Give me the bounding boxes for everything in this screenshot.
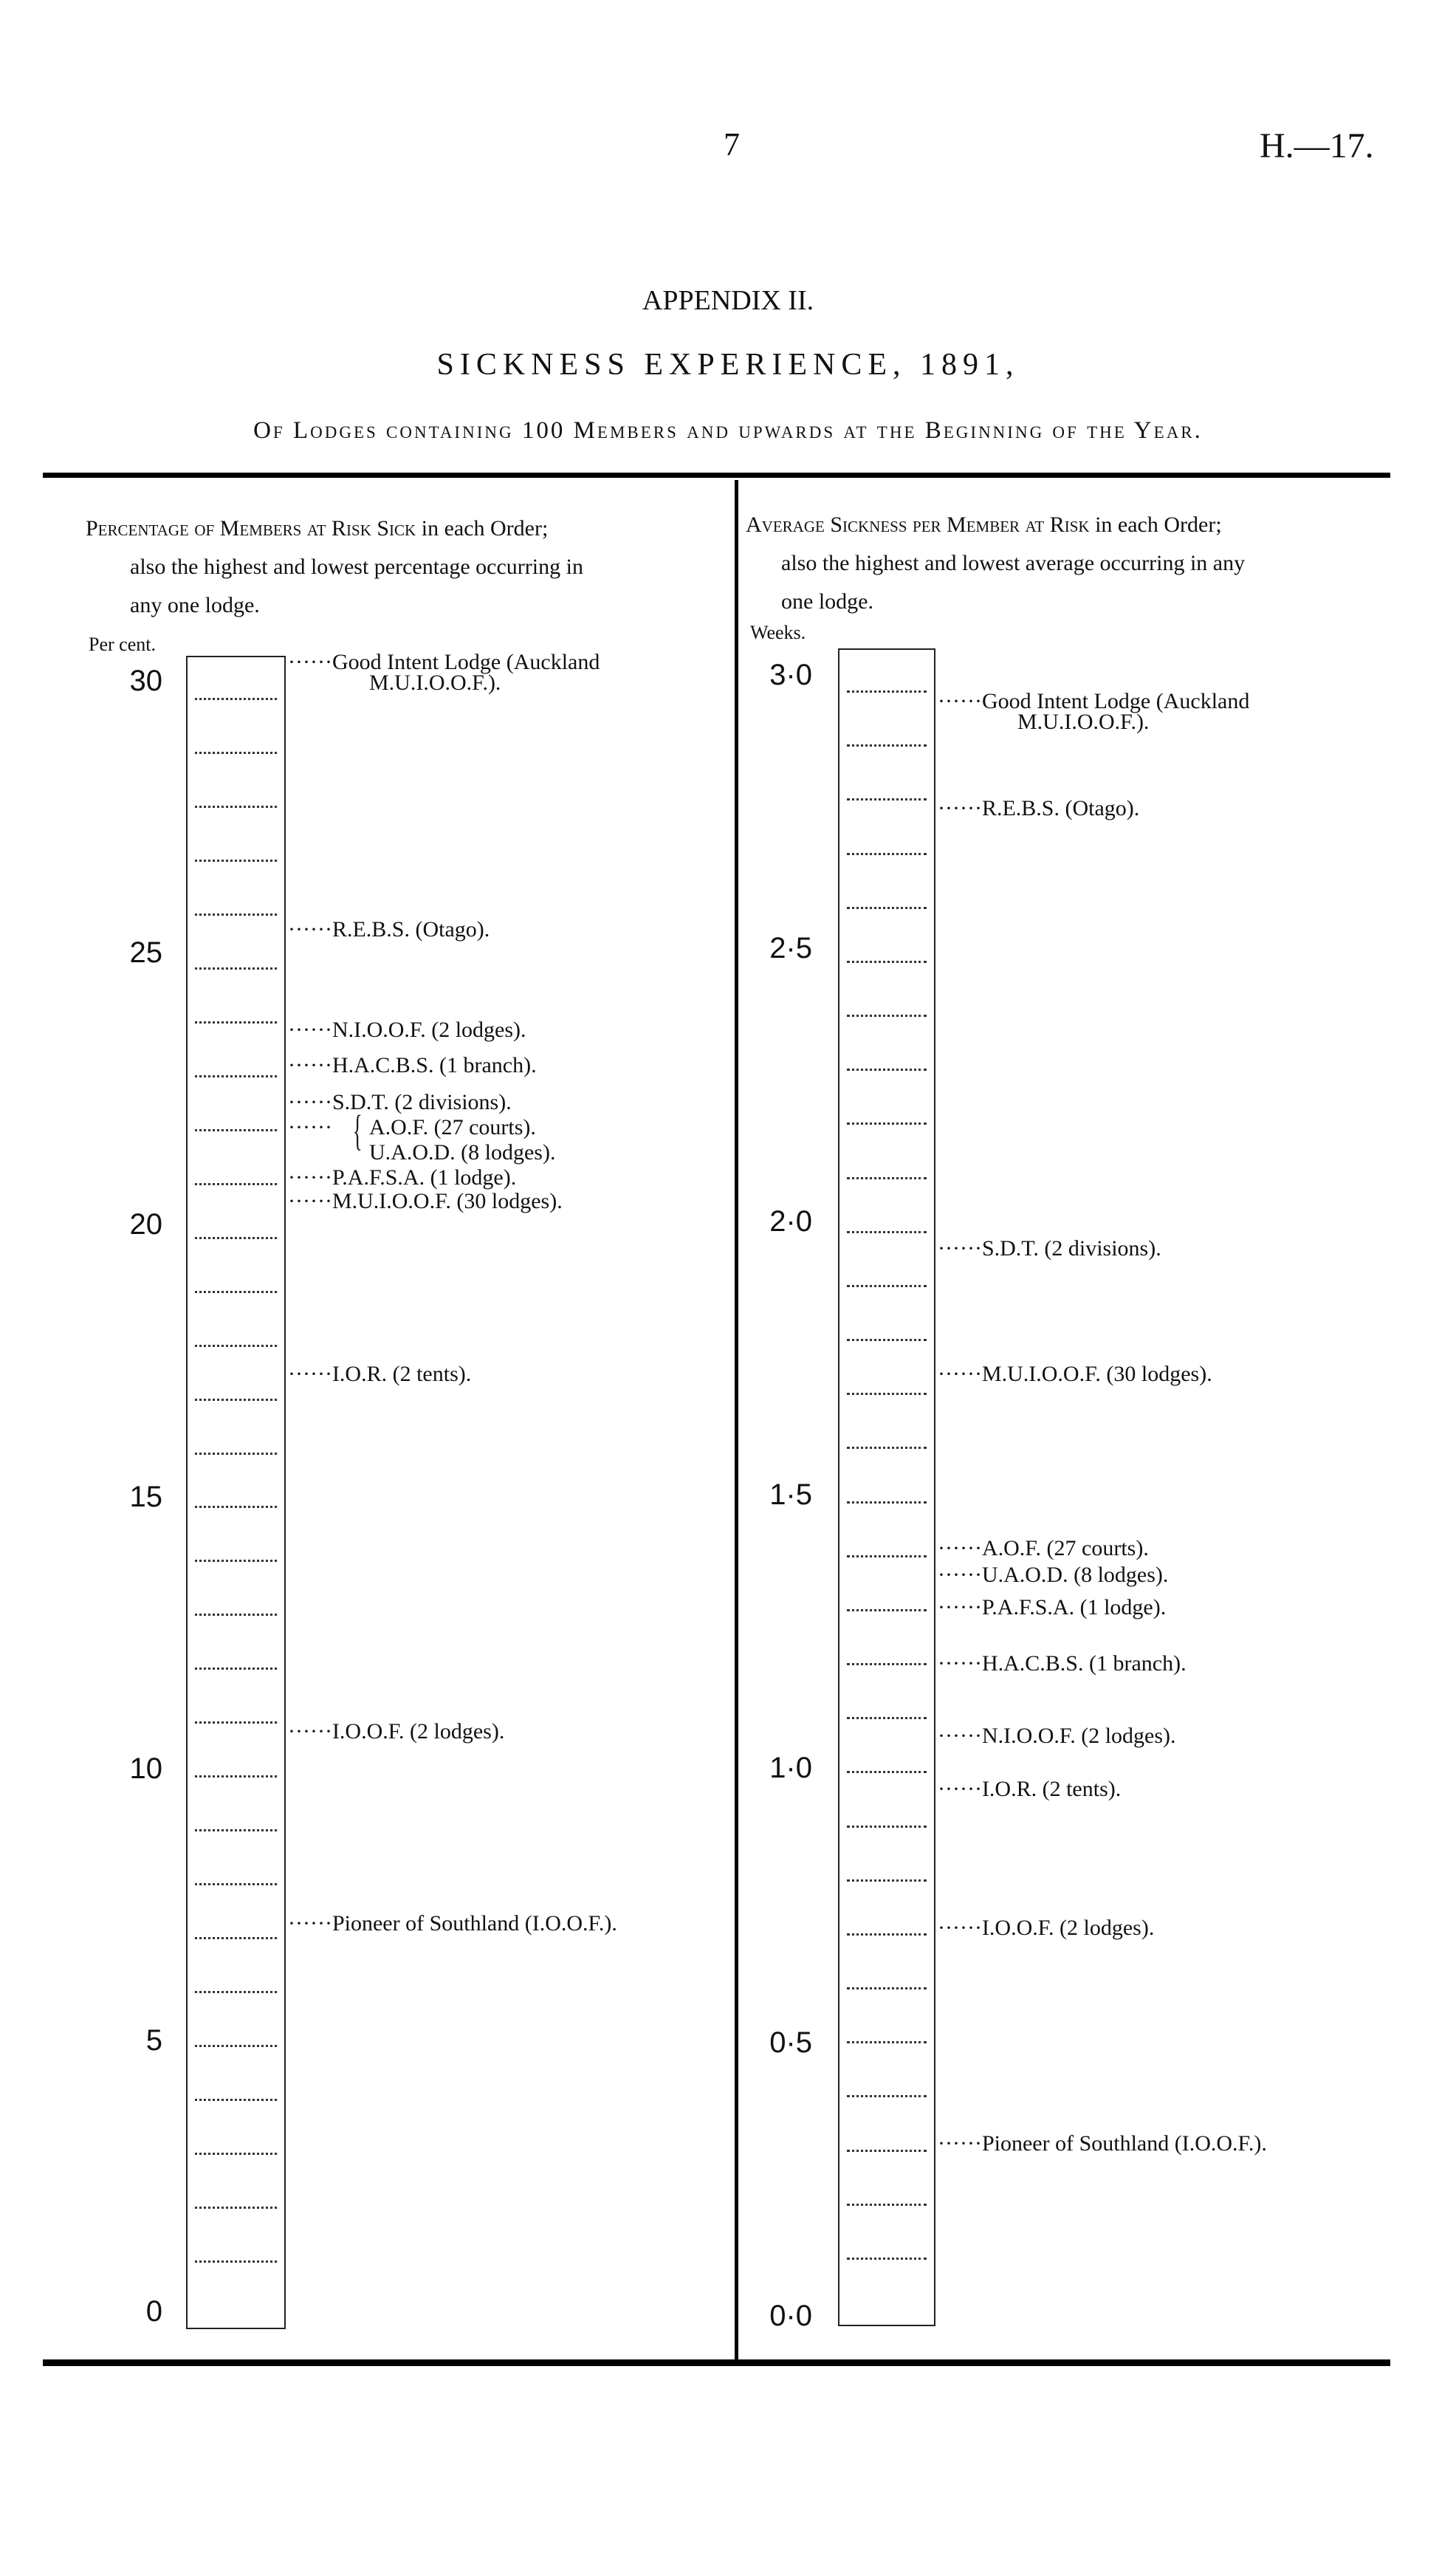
left-tick-30: 30 — [129, 665, 162, 697]
subtitle: Of Lodges containing 100 Members and upwards at the Beginning of the Year. — [253, 417, 1203, 444]
right-label-rebs: ······R.E.B.S. (Otago). — [938, 796, 1140, 820]
left-scale-division-8 — [195, 1075, 277, 1077]
left-scale-division-14 — [195, 1399, 277, 1401]
left-heading — [86, 510, 721, 625]
right-label-hacbs: ······H.A.C.B.S. (1 branch). — [938, 1651, 1187, 1676]
right-tick-0-0: 0·0 — [769, 2300, 812, 2332]
document-reference: H.—17. — [1260, 126, 1374, 165]
left-scale-division-16 — [195, 1506, 277, 1508]
left-scale-division-6 — [195, 967, 277, 970]
left-tick-10: 10 — [129, 1752, 162, 1785]
right-label-muioof: ······M.U.I.O.O.F. (30 lodges). — [938, 1362, 1212, 1386]
left-scale-division-25 — [195, 1991, 277, 1993]
right-label-good-intent: ······Good Intent Lodge (Auckland — [938, 689, 1250, 713]
left-tick-20: 20 — [129, 1208, 162, 1241]
left-scale-division-28 — [195, 2153, 277, 2155]
right-scale-division-19 — [847, 1663, 927, 1665]
left-scale-division-11 — [195, 1237, 277, 1239]
left-scale-division-21 — [195, 1775, 277, 1778]
appendix-title: APPENDIX II. — [642, 285, 814, 316]
left-scale-division-29 — [195, 2207, 277, 2209]
right-scale-division-24 — [847, 1933, 927, 1936]
right-scale-division-18 — [847, 1609, 927, 1611]
right-scale-division-10 — [847, 1177, 927, 1179]
right-scale-division-12 — [847, 1285, 927, 1287]
left-label-good-intent-line2: M.U.I.O.O.F.). — [369, 671, 501, 695]
left-scale-division-18 — [195, 1614, 277, 1616]
left-label-rebs: ······R.E.B.S. (Otago). — [288, 917, 490, 942]
left-label-hacbs: ······H.A.C.B.S. (1 branch). — [288, 1053, 537, 1077]
left-tick-0: 0 — [145, 2295, 162, 2328]
right-scale-division-11 — [847, 1231, 927, 1233]
left-label-nioof: ······N.I.O.O.F. (2 lodges). — [288, 1018, 526, 1042]
right-heading-rest: in each Order; — [1089, 513, 1222, 537]
left-unit-label: Per cent. — [89, 634, 156, 655]
right-scale-division-21 — [847, 1771, 927, 1773]
main-title: SICKNESS EXPERIENCE, 1891, — [436, 348, 1020, 382]
left-label-ior: ······I.O.R. (2 tents). — [288, 1362, 472, 1386]
right-label-good-intent-line2: M.U.I.O.O.F.). — [1017, 710, 1150, 734]
left-scale-division-1 — [195, 698, 277, 700]
left-scale-division-30 — [195, 2260, 277, 2263]
right-scale-division-23 — [847, 1879, 927, 1882]
right-heading-line2: also the highest and lowest average occurring in any — [781, 551, 1246, 575]
right-tick-1-5: 1·5 — [769, 1478, 812, 1511]
right-heading — [746, 506, 1395, 621]
right-heading-line3: one lodge. — [781, 589, 873, 614]
left-scale-division-7 — [195, 1021, 277, 1024]
right-tick-3-0: 3·0 — [769, 659, 812, 691]
left-scale-division-23 — [195, 1883, 277, 1885]
left-tick-15: 15 — [129, 1481, 162, 1513]
right-scale-division-17 — [847, 1555, 927, 1557]
left-label-pioneer: ······Pioneer of Southland (I.O.O.F.). — [288, 1911, 617, 1936]
left-label-good-intent: ······Good Intent Lodge (Auckland — [288, 650, 600, 674]
left-scale-division-4 — [195, 860, 277, 862]
right-scale-division-9 — [847, 1122, 927, 1125]
right-scale-division-14 — [847, 1393, 927, 1395]
right-label-pioneer: ······Pioneer of Southland (I.O.O.F.). — [938, 2131, 1267, 2156]
right-label-uaod: ······U.A.O.D. (8 lodges). — [938, 1563, 1169, 1587]
right-scale-division-26 — [847, 2041, 927, 2043]
right-scale-division-28 — [847, 2150, 927, 2152]
right-scale-division-27 — [847, 2095, 927, 2097]
right-scale-division-15 — [847, 1447, 927, 1449]
right-unit-label: Weeks. — [750, 622, 806, 643]
top-rule — [43, 473, 1390, 478]
right-scale-division-2 — [847, 744, 927, 747]
right-label-nioof: ······N.I.O.O.F. (2 lodges). — [938, 1724, 1176, 1748]
left-scale-division-20 — [195, 1721, 277, 1724]
left-scale-division-13 — [195, 1345, 277, 1347]
center-divider — [735, 480, 738, 2359]
left-scale-division-24 — [195, 1937, 277, 1939]
right-scale-division-25 — [847, 1987, 927, 1989]
left-heading-line3: any one lodge. — [130, 593, 260, 617]
right-scale-division-16 — [847, 1501, 927, 1504]
page-number: 7 — [724, 126, 740, 162]
right-label-sdt: ······S.D.T. (2 divisions). — [938, 1236, 1161, 1261]
left-scale-division-9 — [195, 1129, 277, 1131]
left-scale-division-5 — [195, 913, 277, 916]
left-scale-division-3 — [195, 806, 277, 808]
left-label-sdt: ······S.D.T. (2 divisions). — [288, 1090, 512, 1114]
left-scale-division-19 — [195, 1667, 277, 1670]
right-heading-smallcaps: Average Sickness per Member at Risk — [746, 513, 1090, 537]
brace-icon: { — [353, 1106, 363, 1154]
right-tick-1-0: 1·0 — [769, 1752, 812, 1784]
right-scale-division-3 — [847, 798, 927, 801]
left-scale-division-12 — [195, 1291, 277, 1293]
left-label-aof: A.O.F. (27 courts). — [369, 1115, 536, 1139]
left-scale-division-10 — [195, 1183, 277, 1185]
left-scale-division-2 — [195, 752, 277, 754]
left-heading-line2: also the highest and lowest percentage occurring in — [130, 555, 583, 579]
right-tick-2-5: 2·5 — [769, 932, 812, 964]
right-label-ior: ······I.O.R. (2 tents). — [938, 1777, 1122, 1801]
right-scale-division-5 — [847, 907, 927, 909]
right-tick-2-0: 2·0 — [769, 1205, 812, 1238]
left-label-muioof: ······M.U.I.O.O.F. (30 lodges). — [288, 1189, 563, 1213]
right-scale-division-8 — [847, 1069, 927, 1071]
left-label-uaod: U.A.O.D. (8 lodges). — [369, 1140, 556, 1165]
left-tick-5: 5 — [145, 2024, 162, 2057]
left-heading-rest: in each Order; — [416, 516, 549, 541]
left-heading-smallcaps: Percentage of Members at Risk Sick — [86, 516, 416, 541]
left-label-pafsa: ······P.A.F.S.A. (1 lodge). — [288, 1165, 517, 1190]
left-scale-division-15 — [195, 1453, 277, 1455]
left-tick-25: 25 — [129, 936, 162, 969]
right-tick-0-5: 0·5 — [769, 2026, 812, 2059]
right-scale-division-30 — [847, 2258, 927, 2260]
right-scale-division-20 — [847, 1717, 927, 1719]
right-scale-division-6 — [847, 961, 927, 963]
right-scale-division-1 — [847, 690, 927, 693]
left-scale-division-27 — [195, 2099, 277, 2101]
right-label-aof: ······A.O.F. (27 courts). — [938, 1536, 1149, 1560]
right-label-pafsa: ······P.A.F.S.A. (1 lodge). — [938, 1595, 1167, 1619]
right-scale-division-13 — [847, 1339, 927, 1341]
right-scale-column — [838, 648, 935, 2326]
left-scale-division-22 — [195, 1829, 277, 1831]
left-scale-column — [186, 656, 286, 2329]
right-scale-division-4 — [847, 853, 927, 855]
bottom-rule — [43, 2359, 1390, 2366]
right-scale-division-22 — [847, 1826, 927, 1828]
left-scale-division-17 — [195, 1560, 277, 1562]
right-label-ioof: ······I.O.O.F. (2 lodges). — [938, 1916, 1155, 1940]
left-label-ioof: ······I.O.O.F. (2 lodges). — [288, 1719, 505, 1744]
left-scale-division-26 — [195, 2045, 277, 2047]
right-scale-division-7 — [847, 1015, 927, 1017]
left-label-aof-leader: ······ — [288, 1115, 332, 1139]
right-scale-division-29 — [847, 2204, 927, 2206]
